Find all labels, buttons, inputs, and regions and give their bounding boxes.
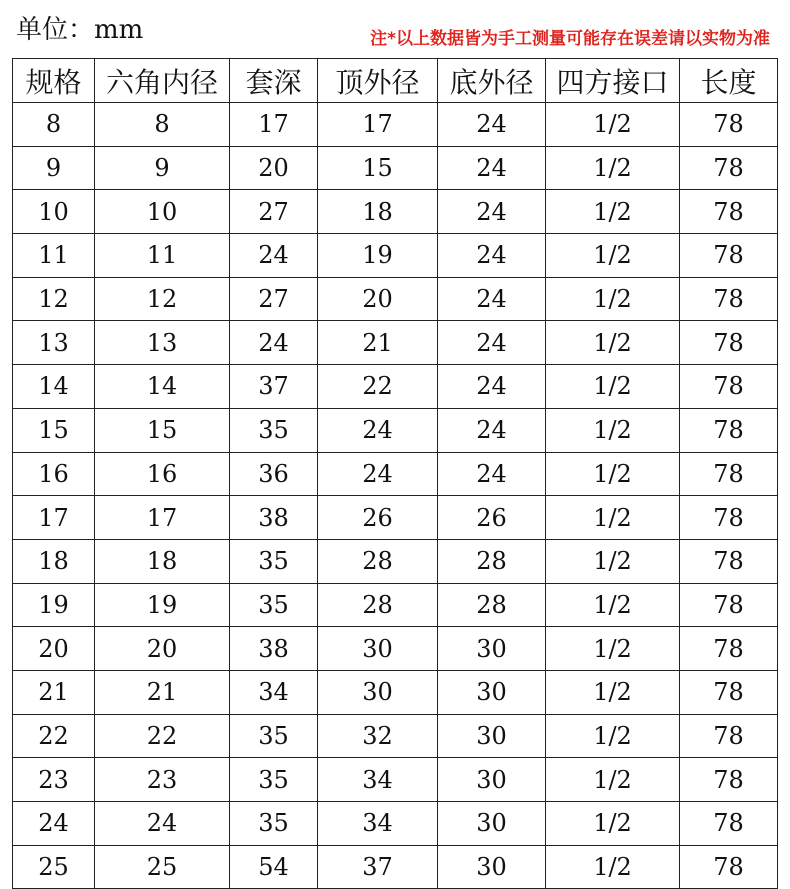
cell-spec: 16 (13, 452, 95, 496)
cell-hex-inner-diameter: 17 (95, 496, 230, 540)
table-row (13, 146, 778, 190)
cell-socket-depth: 38 (230, 496, 318, 540)
cell-top-outer-diameter: 26 (318, 496, 438, 540)
cell-socket-depth: 24 (230, 234, 318, 278)
cell-square-drive: 1/2 (546, 452, 680, 496)
cell-hex-inner-diameter: 8 (95, 103, 230, 147)
cell-spec: 19 (13, 583, 95, 627)
cell-socket-depth: 35 (230, 714, 318, 758)
cell-hex-inner-diameter: 21 (95, 670, 230, 714)
header-hex-inner-diameter: 六角内径 (95, 59, 230, 103)
cell-square-drive: 1/2 (546, 103, 680, 147)
cell-bottom-outer-diameter: 30 (438, 758, 546, 802)
cell-top-outer-diameter: 22 (318, 365, 438, 409)
cell-spec: 20 (13, 627, 95, 671)
cell-hex-inner-diameter: 14 (95, 365, 230, 409)
cell-spec: 14 (13, 365, 95, 409)
cell-length: 78 (680, 670, 778, 714)
cell-socket-depth: 20 (230, 146, 318, 190)
cell-length: 78 (680, 539, 778, 583)
header-spec: 规格 (13, 59, 95, 103)
table-header-row (13, 59, 778, 103)
header-socket-depth: 套深 (230, 59, 318, 103)
cell-length: 78 (680, 365, 778, 409)
cell-length: 78 (680, 496, 778, 540)
cell-length: 78 (680, 103, 778, 147)
cell-top-outer-diameter: 19 (318, 234, 438, 278)
cell-top-outer-diameter: 24 (318, 408, 438, 452)
cell-top-outer-diameter: 18 (318, 190, 438, 234)
table-row (13, 408, 778, 452)
cell-spec: 23 (13, 758, 95, 802)
cell-spec: 25 (13, 845, 95, 889)
cell-top-outer-diameter: 28 (318, 539, 438, 583)
header-top-outer-diameter: 顶外径 (318, 59, 438, 103)
cell-square-drive: 1/2 (546, 146, 680, 190)
cell-square-drive: 1/2 (546, 277, 680, 321)
cell-square-drive: 1/2 (546, 583, 680, 627)
cell-spec: 22 (13, 714, 95, 758)
table-row (13, 539, 778, 583)
table-row (13, 845, 778, 889)
cell-bottom-outer-diameter: 30 (438, 802, 546, 846)
cell-square-drive: 1/2 (546, 496, 680, 540)
cell-top-outer-diameter: 30 (318, 670, 438, 714)
cell-top-outer-diameter: 20 (318, 277, 438, 321)
table-row (13, 627, 778, 671)
cell-spec: 15 (13, 408, 95, 452)
cell-square-drive: 1/2 (546, 190, 680, 234)
cell-square-drive: 1/2 (546, 802, 680, 846)
cell-socket-depth: 27 (230, 190, 318, 234)
cell-length: 78 (680, 714, 778, 758)
cell-square-drive: 1/2 (546, 408, 680, 452)
cell-spec: 10 (13, 190, 95, 234)
cell-top-outer-diameter: 24 (318, 452, 438, 496)
cell-spec: 9 (13, 146, 95, 190)
cell-spec: 8 (13, 103, 95, 147)
cell-top-outer-diameter: 21 (318, 321, 438, 365)
cell-hex-inner-diameter: 20 (95, 627, 230, 671)
cell-socket-depth: 37 (230, 365, 318, 409)
cell-bottom-outer-diameter: 24 (438, 365, 546, 409)
cell-hex-inner-diameter: 11 (95, 234, 230, 278)
cell-top-outer-diameter: 30 (318, 627, 438, 671)
cell-socket-depth: 17 (230, 103, 318, 147)
header-length: 长度 (680, 59, 778, 103)
cell-bottom-outer-diameter: 24 (438, 408, 546, 452)
cell-spec: 24 (13, 802, 95, 846)
cell-spec: 18 (13, 539, 95, 583)
cell-length: 78 (680, 802, 778, 846)
cell-socket-depth: 35 (230, 539, 318, 583)
cell-socket-depth: 35 (230, 408, 318, 452)
table-row (13, 103, 778, 147)
cell-square-drive: 1/2 (546, 627, 680, 671)
cell-top-outer-diameter: 28 (318, 583, 438, 627)
cell-square-drive: 1/2 (546, 321, 680, 365)
cell-length: 78 (680, 408, 778, 452)
cell-length: 78 (680, 321, 778, 365)
cell-bottom-outer-diameter: 24 (438, 103, 546, 147)
cell-length: 78 (680, 583, 778, 627)
cell-bottom-outer-diameter: 24 (438, 321, 546, 365)
cell-hex-inner-diameter: 9 (95, 146, 230, 190)
cell-bottom-outer-diameter: 30 (438, 670, 546, 714)
cell-bottom-outer-diameter: 30 (438, 627, 546, 671)
table-body (13, 103, 778, 889)
cell-spec: 13 (13, 321, 95, 365)
cell-spec: 12 (13, 277, 95, 321)
cell-bottom-outer-diameter: 24 (438, 190, 546, 234)
cell-bottom-outer-diameter: 26 (438, 496, 546, 540)
cell-socket-depth: 35 (230, 583, 318, 627)
cell-hex-inner-diameter: 18 (95, 539, 230, 583)
spec-table (12, 58, 778, 889)
cell-length: 78 (680, 845, 778, 889)
cell-socket-depth: 38 (230, 627, 318, 671)
cell-top-outer-diameter: 34 (318, 802, 438, 846)
cell-length: 78 (680, 758, 778, 802)
cell-bottom-outer-diameter: 24 (438, 146, 546, 190)
cell-socket-depth: 24 (230, 321, 318, 365)
cell-length: 78 (680, 146, 778, 190)
table-row (13, 452, 778, 496)
cell-socket-depth: 34 (230, 670, 318, 714)
header-bottom-outer-diameter: 底外径 (438, 59, 546, 103)
cell-bottom-outer-diameter: 28 (438, 583, 546, 627)
table-row (13, 714, 778, 758)
cell-length: 78 (680, 277, 778, 321)
cell-spec: 17 (13, 496, 95, 540)
cell-top-outer-diameter: 15 (318, 146, 438, 190)
table-row (13, 321, 778, 365)
cell-length: 78 (680, 234, 778, 278)
table-row (13, 277, 778, 321)
cell-square-drive: 1/2 (546, 539, 680, 583)
cell-bottom-outer-diameter: 24 (438, 234, 546, 278)
cell-length: 78 (680, 452, 778, 496)
cell-hex-inner-diameter: 10 (95, 190, 230, 234)
table-row (13, 365, 778, 409)
cell-square-drive: 1/2 (546, 234, 680, 278)
cell-hex-inner-diameter: 24 (95, 802, 230, 846)
cell-top-outer-diameter: 17 (318, 103, 438, 147)
table-row (13, 583, 778, 627)
cell-bottom-outer-diameter: 28 (438, 539, 546, 583)
cell-bottom-outer-diameter: 30 (438, 714, 546, 758)
cell-hex-inner-diameter: 16 (95, 452, 230, 496)
cell-top-outer-diameter: 37 (318, 845, 438, 889)
cell-length: 78 (680, 627, 778, 671)
cell-length: 78 (680, 190, 778, 234)
cell-square-drive: 1/2 (546, 758, 680, 802)
cell-hex-inner-diameter: 15 (95, 408, 230, 452)
cell-bottom-outer-diameter: 24 (438, 277, 546, 321)
cell-socket-depth: 54 (230, 845, 318, 889)
cell-square-drive: 1/2 (546, 670, 680, 714)
cell-hex-inner-diameter: 12 (95, 277, 230, 321)
unit-label: 单位：mm (16, 15, 144, 45)
cell-socket-depth: 36 (230, 452, 318, 496)
cell-hex-inner-diameter: 22 (95, 714, 230, 758)
table-row (13, 802, 778, 846)
table-row (13, 758, 778, 802)
cell-hex-inner-diameter: 25 (95, 845, 230, 889)
table-row (13, 670, 778, 714)
table-row (13, 190, 778, 234)
cell-spec: 11 (13, 234, 95, 278)
cell-socket-depth: 35 (230, 758, 318, 802)
cell-socket-depth: 35 (230, 802, 318, 846)
table-row (13, 496, 778, 540)
cell-bottom-outer-diameter: 30 (438, 845, 546, 889)
cell-socket-depth: 27 (230, 277, 318, 321)
cell-square-drive: 1/2 (546, 845, 680, 889)
table-row (13, 234, 778, 278)
cell-hex-inner-diameter: 19 (95, 583, 230, 627)
cell-top-outer-diameter: 34 (318, 758, 438, 802)
cell-spec: 21 (13, 670, 95, 714)
cell-square-drive: 1/2 (546, 714, 680, 758)
header-square-drive: 四方接口 (546, 59, 680, 103)
cell-hex-inner-diameter: 23 (95, 758, 230, 802)
cell-bottom-outer-diameter: 24 (438, 452, 546, 496)
measurement-note: 注*以上数据皆为手工测量可能存在误差请以实物为准 (370, 29, 770, 49)
cell-hex-inner-diameter: 13 (95, 321, 230, 365)
cell-top-outer-diameter: 32 (318, 714, 438, 758)
cell-square-drive: 1/2 (546, 365, 680, 409)
